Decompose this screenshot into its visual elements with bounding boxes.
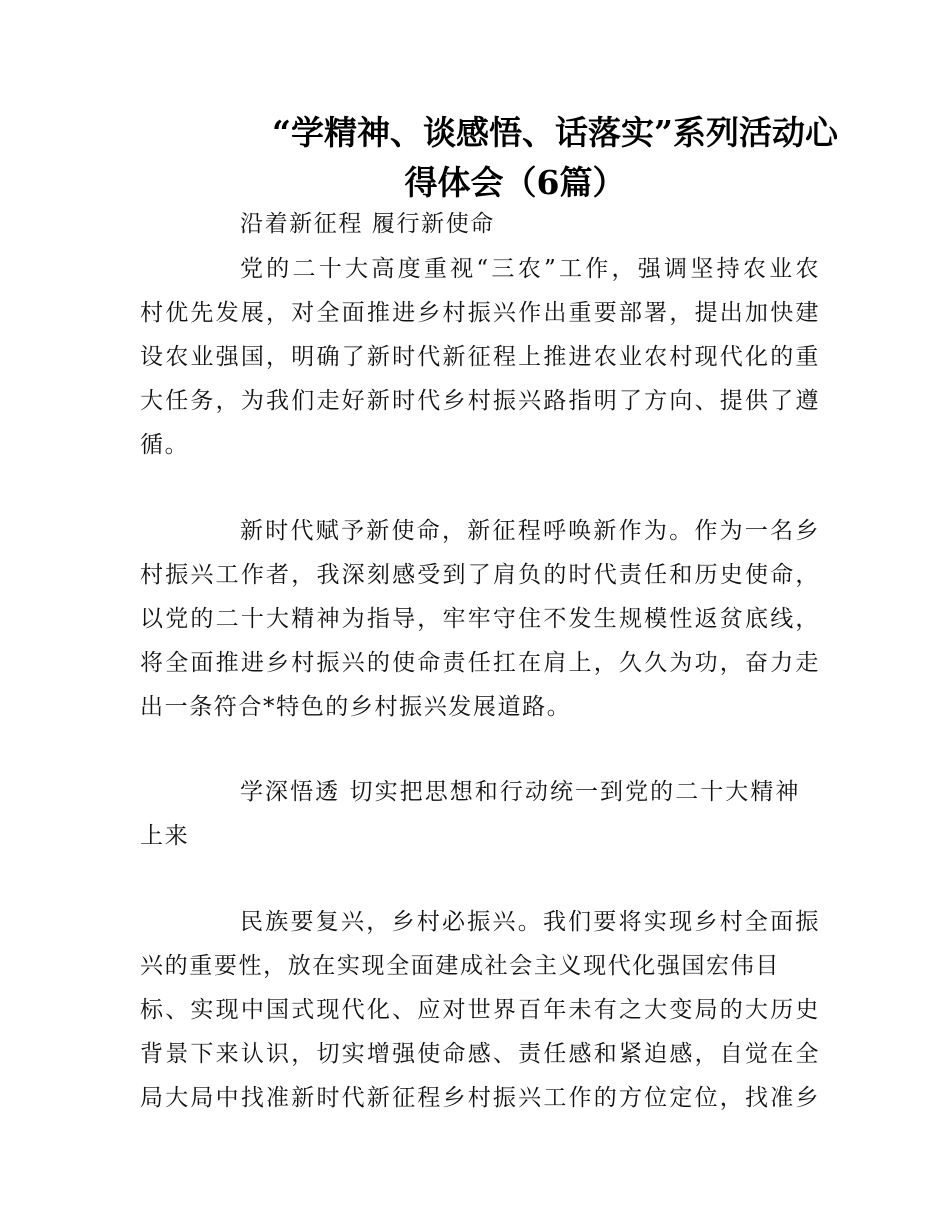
paragraph-3-line: 背景下来认识，切实增强使命感、责任感和紧迫感，自觉在全 xyxy=(140,1041,820,1067)
paragraph-2-line: 新时代赋予新使命，新征程呼唤新作为。作为一名乡 xyxy=(240,518,820,544)
paragraph-1-line: 大任务，为我们走好新时代乡村振兴路指明了方向、提供了遵 xyxy=(140,388,820,414)
paragraph-1-line: 循。 xyxy=(140,432,190,458)
section-subtitle: 沿着新征程 履行新使命 xyxy=(240,211,495,237)
paragraph-3-line: 标、实现中国式现代化、应对世界百年未有之大变局的大历史 xyxy=(140,997,820,1023)
paragraph-2-line: 出一条符合*特色的乡村振兴发展道路。 xyxy=(140,694,572,720)
paragraph-1-line: 设农业强国，明确了新时代新征程上推进农业农村现代化的重 xyxy=(140,344,820,370)
paragraph-2-line: 将全面推进乡村振兴的使命责任扛在肩上，久久为功，奋力走 xyxy=(140,650,820,676)
section-heading-2-line: 上来 xyxy=(140,823,190,849)
document-title xyxy=(140,108,870,208)
paragraph-3-line: 民族要复兴，乡村必振兴。我们要将实现乡村全面振 xyxy=(240,909,820,935)
title-line-2: 得体会（6篇） xyxy=(404,163,626,202)
section-heading-2-line: 学深悟透 切实把思想和行动统一到党的二十大精神 xyxy=(240,779,800,805)
paragraph-1-line: 村优先发展，对全面推进乡村振兴作出重要部署，提出加快建 xyxy=(140,300,820,326)
paragraph-2-line: 以党的二十大精神为指导，牢牢守住不发生规模性返贫底线， xyxy=(140,606,820,632)
paragraph-3-line: 兴的重要性，放在实现全面建成社会主义现代化强国宏伟目 xyxy=(140,953,780,979)
title-line-1: “学精神、谈感悟、话落实”系列活动心 xyxy=(272,113,838,152)
paragraph-3-line: 局大局中找准新时代新征程乡村振兴工作的方位定位，找准乡 xyxy=(140,1085,820,1111)
paragraph-1-line: 党的二十大高度重视“三农”工作，强调坚持农业农 xyxy=(240,256,820,282)
paragraph-2-line: 村振兴工作者，我深刻感受到了肩负的时代责任和历史使命， xyxy=(140,562,820,588)
